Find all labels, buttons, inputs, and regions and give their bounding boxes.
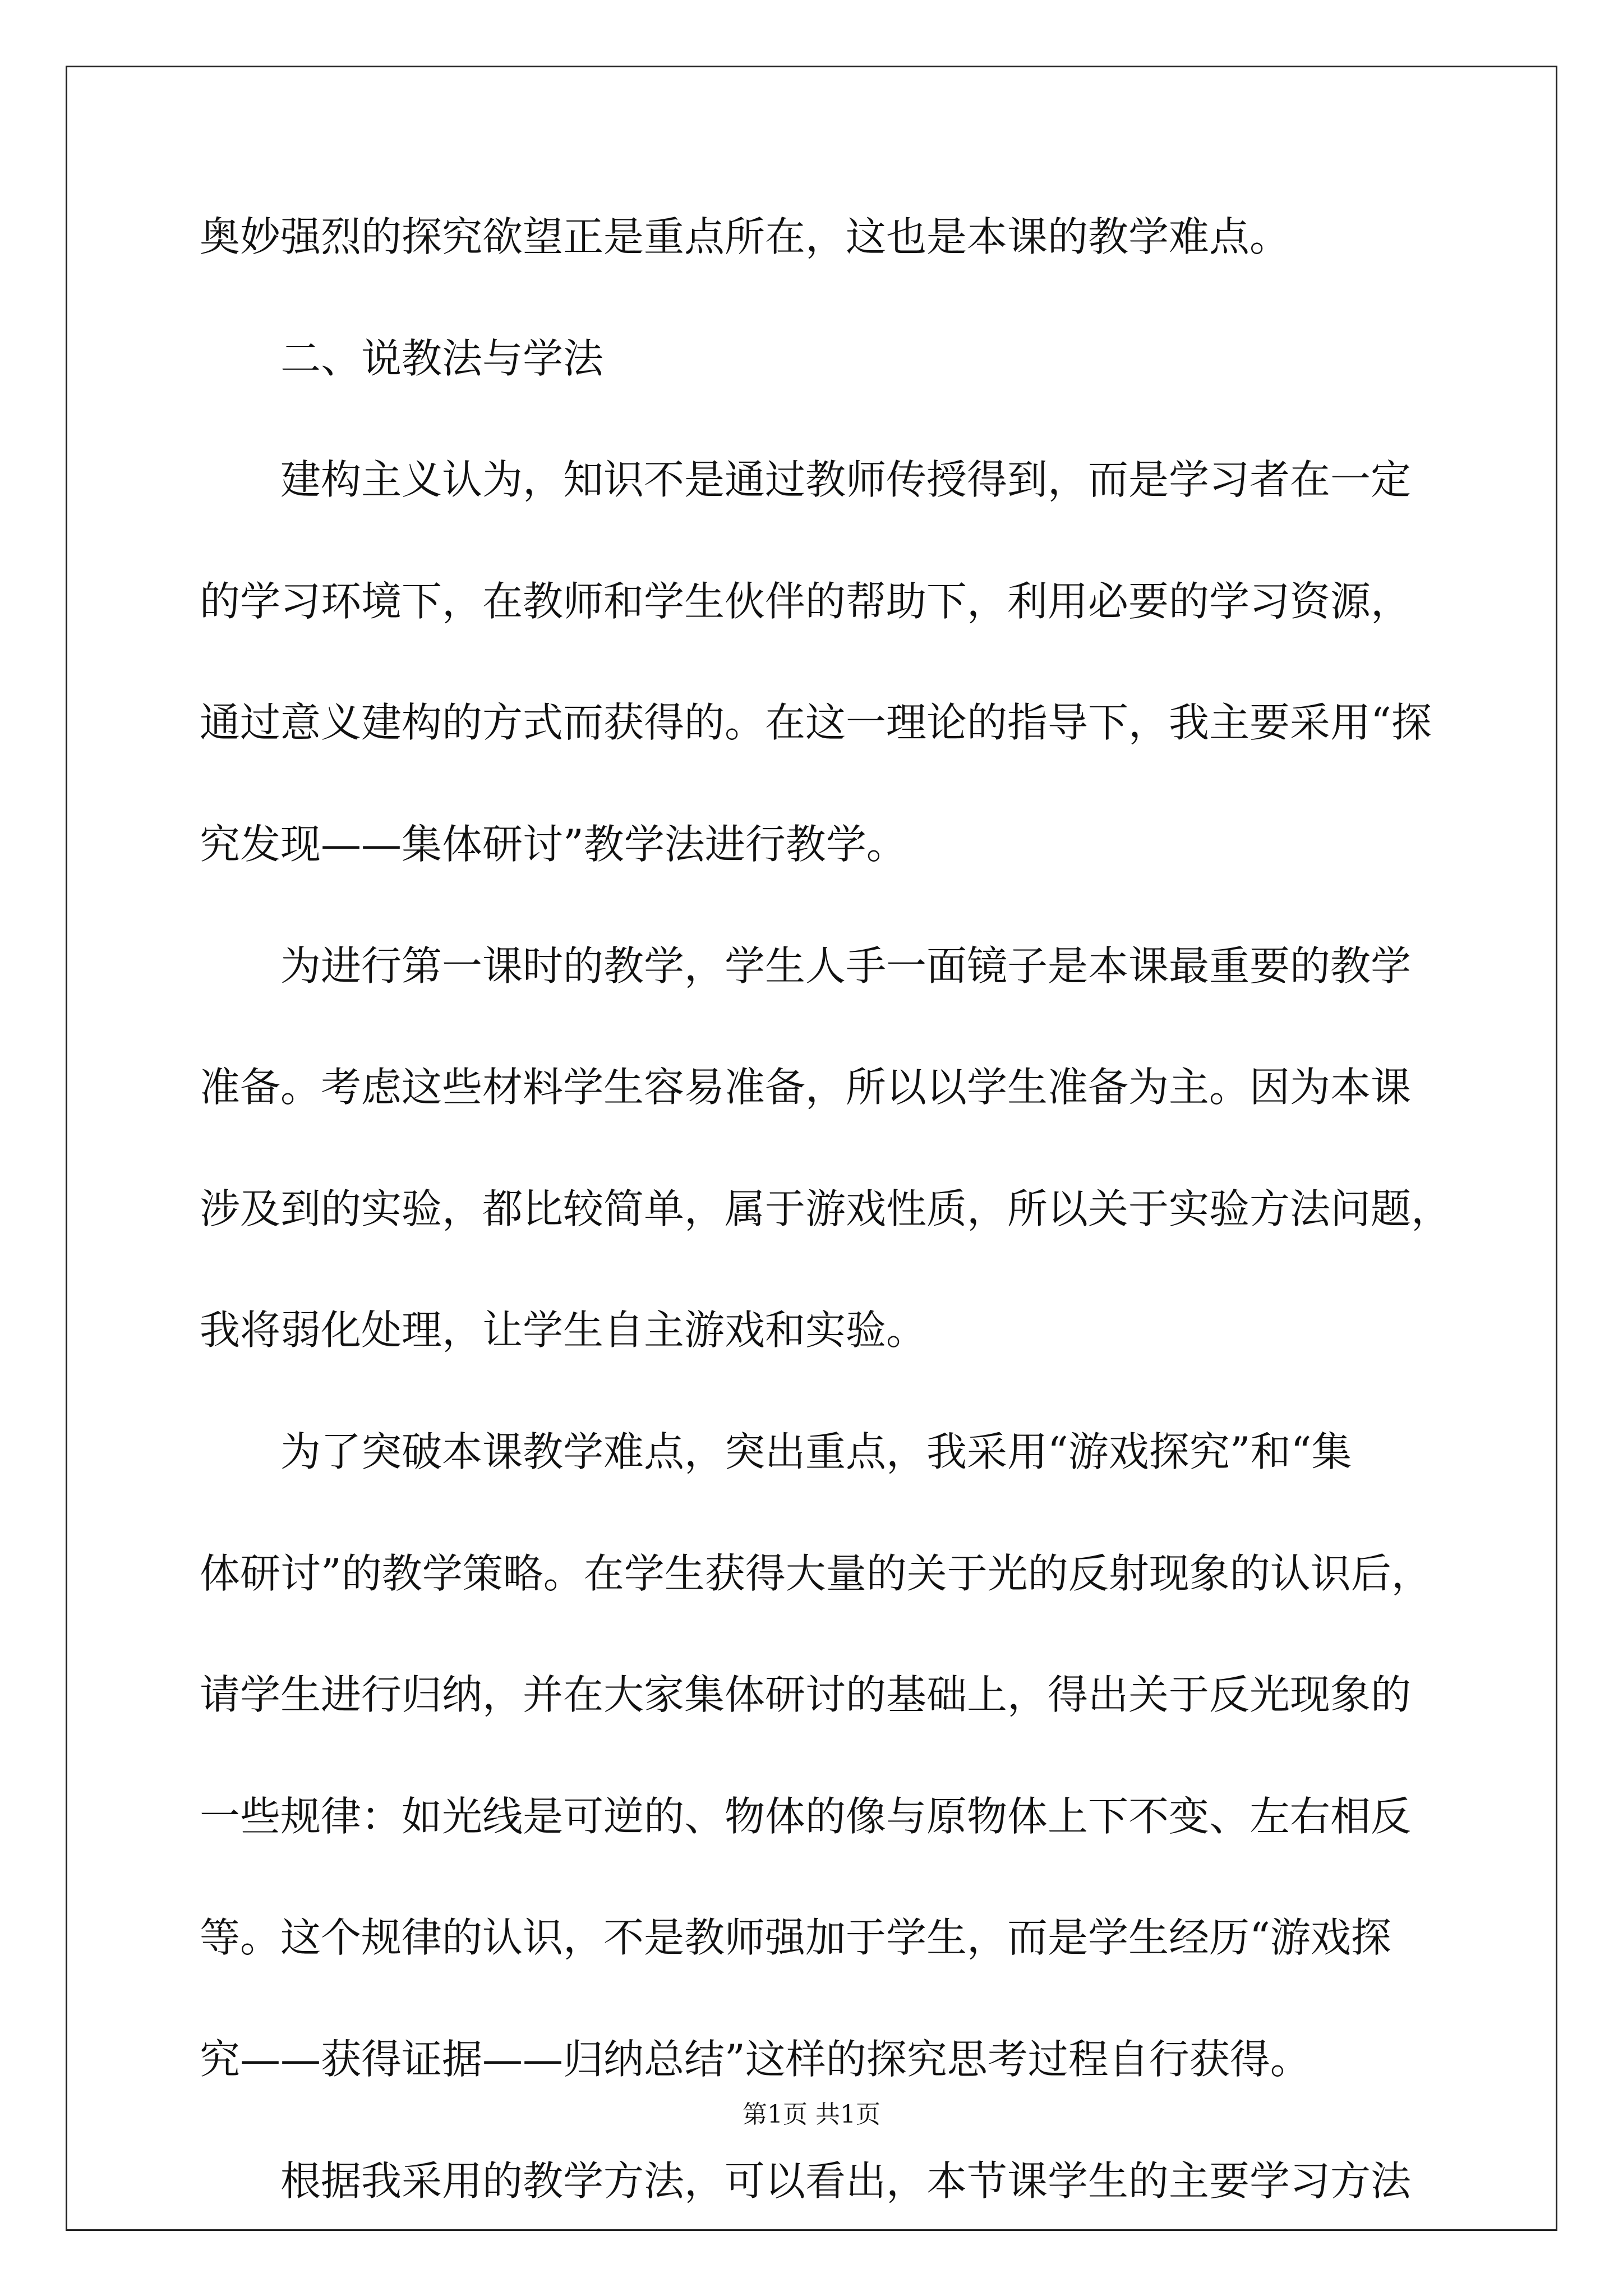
text-line-11: 为了突破本课教学难点，突出重点，我采用“游戏探究”和“集 xyxy=(280,1428,1352,1475)
text-line-13: 请学生进行归纳，并在大家集体研讨的基础上，得出关于反光现象的 xyxy=(200,1671,1412,1718)
page-border xyxy=(66,66,1557,2231)
text-line-9: 涉及到的实验，都比较简单，属于游戏性质，所以关于实验方法问题， xyxy=(200,1185,1452,1232)
text-line-14: 一些规律：如光线是可逆的、物体的像与原物体上下不变、左右相反 xyxy=(200,1793,1412,1840)
text-line-15: 等。这个规律的认识，不是教师强加于学生，而是学生经历“游戏探 xyxy=(200,1914,1391,1961)
text-line-8: 准备。考虑这些材料学生容易准备，所以以学生准备为主。因为本课 xyxy=(200,1064,1412,1111)
text-line-4: 的学习环境下，在教师和学生伙伴的帮助下，利用必要的学习资源， xyxy=(200,578,1412,625)
text-line-3: 建构主义认为，知识不是通过教师传授得到，而是学习者在一定 xyxy=(280,456,1412,503)
text-line-12: 体研讨”的教学策略。在学生获得大量的关于光的反射现象的认识后， xyxy=(200,1550,1432,1597)
text-line-17: 根据我采用的教学方法，可以看出，本节课学生的主要学习方法 xyxy=(280,2157,1412,2205)
text-line-5: 通过意义建构的方式而获得的。在这一理论的指导下，我主要采用“探 xyxy=(200,699,1432,746)
text-line-16: 究——获得证据——归纳总结”这样的探究思考过程自行获得。 xyxy=(200,2036,1311,2083)
text-line-7: 为进行第一课时的教学，学生人手一面镜子是本课最重要的教学 xyxy=(280,942,1412,990)
text-line-6: 究发现——集体研讨”教学法进行教学。 xyxy=(200,821,907,868)
text-line-1: 奥妙强烈的探究欲望正是重点所在，这也是本课的教学难点。 xyxy=(200,213,1290,260)
section-heading: 二、说教法与学法 xyxy=(280,335,604,382)
text-line-10: 我将弱化处理，让学生自主游戏和实验。 xyxy=(200,1306,927,1354)
page-footer: 第1页 共1页 xyxy=(743,2100,880,2129)
